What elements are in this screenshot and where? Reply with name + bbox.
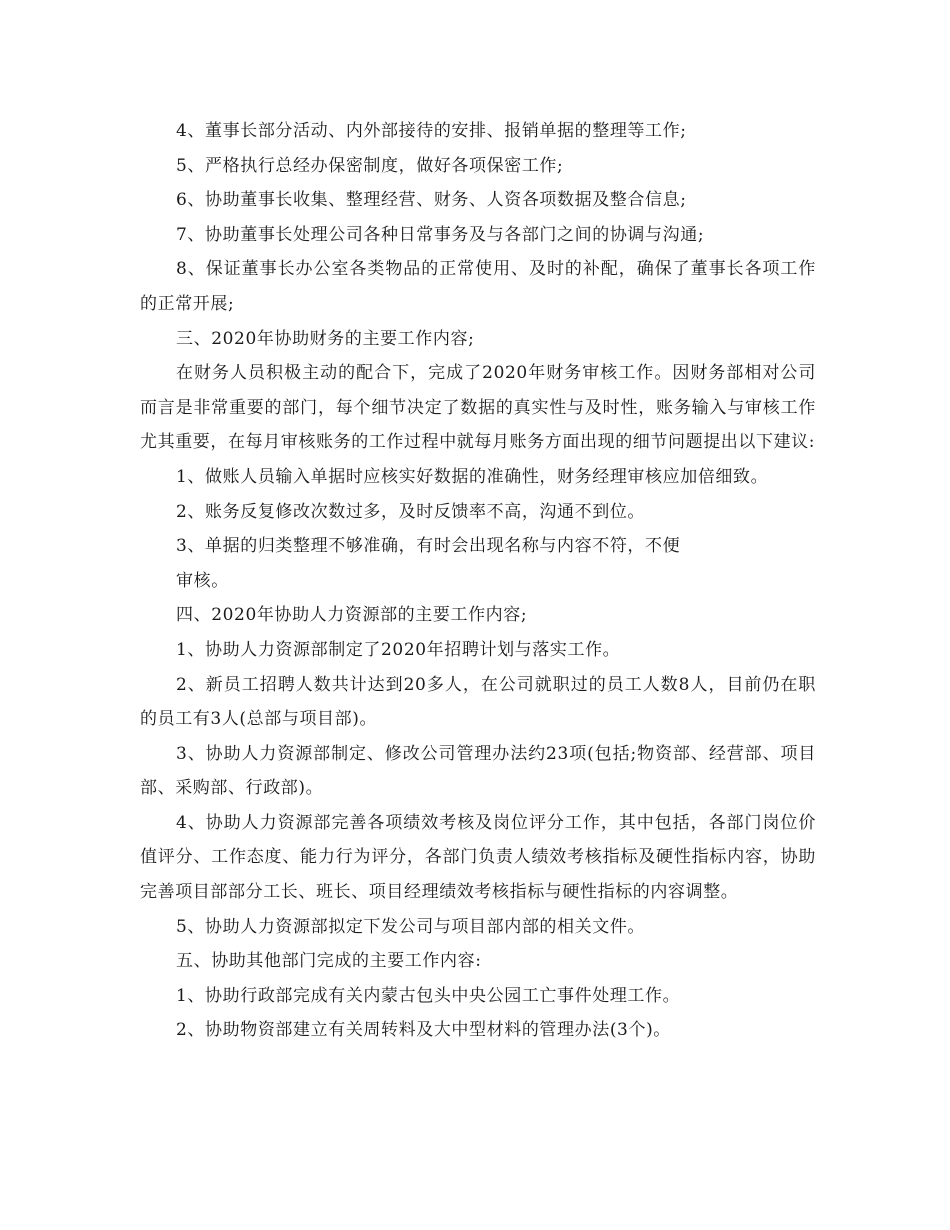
paragraph: 4、协助人力资源部完善各项绩效考核及岗位评分工作，其中包括，各部门岗位价值评分、工作态度、能力行为评分，各部门负责人绩效考核指标及硬性指标内容，协助完善项目部部分工长、班长、项目经理绩效考核指标与硬性指标的内容调整。 — [140, 812, 816, 903]
paragraph: 1、做账人员输入单据时应核实好数据的准确性，财务经理审核应加倍细致。 — [176, 466, 769, 487]
paragraph: 8、保证董事长办公室各类物品的正常使用、及时的补配，确保了董事长各项工作的正常开展; — [140, 259, 816, 314]
document-body — [140, 114, 816, 1048]
paragraph: 5、协助人力资源部拟定下发公司与项目部内部的相关文件。 — [176, 916, 646, 937]
paragraph-continuation: 审核。 — [176, 570, 229, 591]
paragraph: 2、账务反复修改次数过多，及时反馈率不高，沟通不到位。 — [176, 501, 646, 522]
paragraph: 7、协助董事长处理公司各种日常事务及与各部门之间的协调与沟通; — [176, 224, 705, 245]
paragraph: 2、新员工招聘人数共计达到20多人，在公司就职过的员工人数8人，目前仍在职的员工有3人(总部与项目部)。 — [140, 674, 816, 730]
paragraph: 3、单据的归类整理不够准确，有时会出现名称与内容不符，不便 — [176, 536, 681, 557]
paragraph: 3、协助人力资源部制定、修改公司管理办法约23项(包括;物资部、经营部、项目部、采购部、行政部)。 — [140, 743, 816, 799]
paragraph: 6、协助董事长收集、整理经营、财务、人资各项数据及整合信息; — [176, 190, 687, 211]
paragraph: 5、严格执行总经办保密制度，做好各项保密工作; — [176, 155, 564, 176]
section-heading: 四、2020年协助人力资源部的主要工作内容; — [176, 605, 528, 626]
paragraph: 4、董事长部分活动、内外部接待的安排、报销单据的整理等工作; — [176, 121, 687, 141]
section-heading: 五、协助其他部门完成的主要工作内容: — [176, 951, 482, 972]
paragraph: 1、协助行政部完成有关内蒙古包头中央公园工亡事件处理工作。 — [176, 985, 681, 1006]
paragraph: 在财务人员积极主动的配合下，完成了2020年财务审核工作。因财务部相对公司而言是非常重要的部门，每个细节决定了数据的真实性与及时性，账务输入与审核工作尤其重要，在每月审核账务的工作过程中就每月账务方面出现的细节问题提出以下建议: — [140, 363, 816, 453]
paragraph: 1、协助人力资源部制定了2020年招聘计划与落实工作。 — [176, 639, 621, 660]
paragraph: 2、协助物资部建立有关周转料及大中型材料的管理办法(3个)。 — [176, 1020, 671, 1041]
section-heading: 三、2020年协助财务的主要工作内容; — [176, 328, 475, 349]
